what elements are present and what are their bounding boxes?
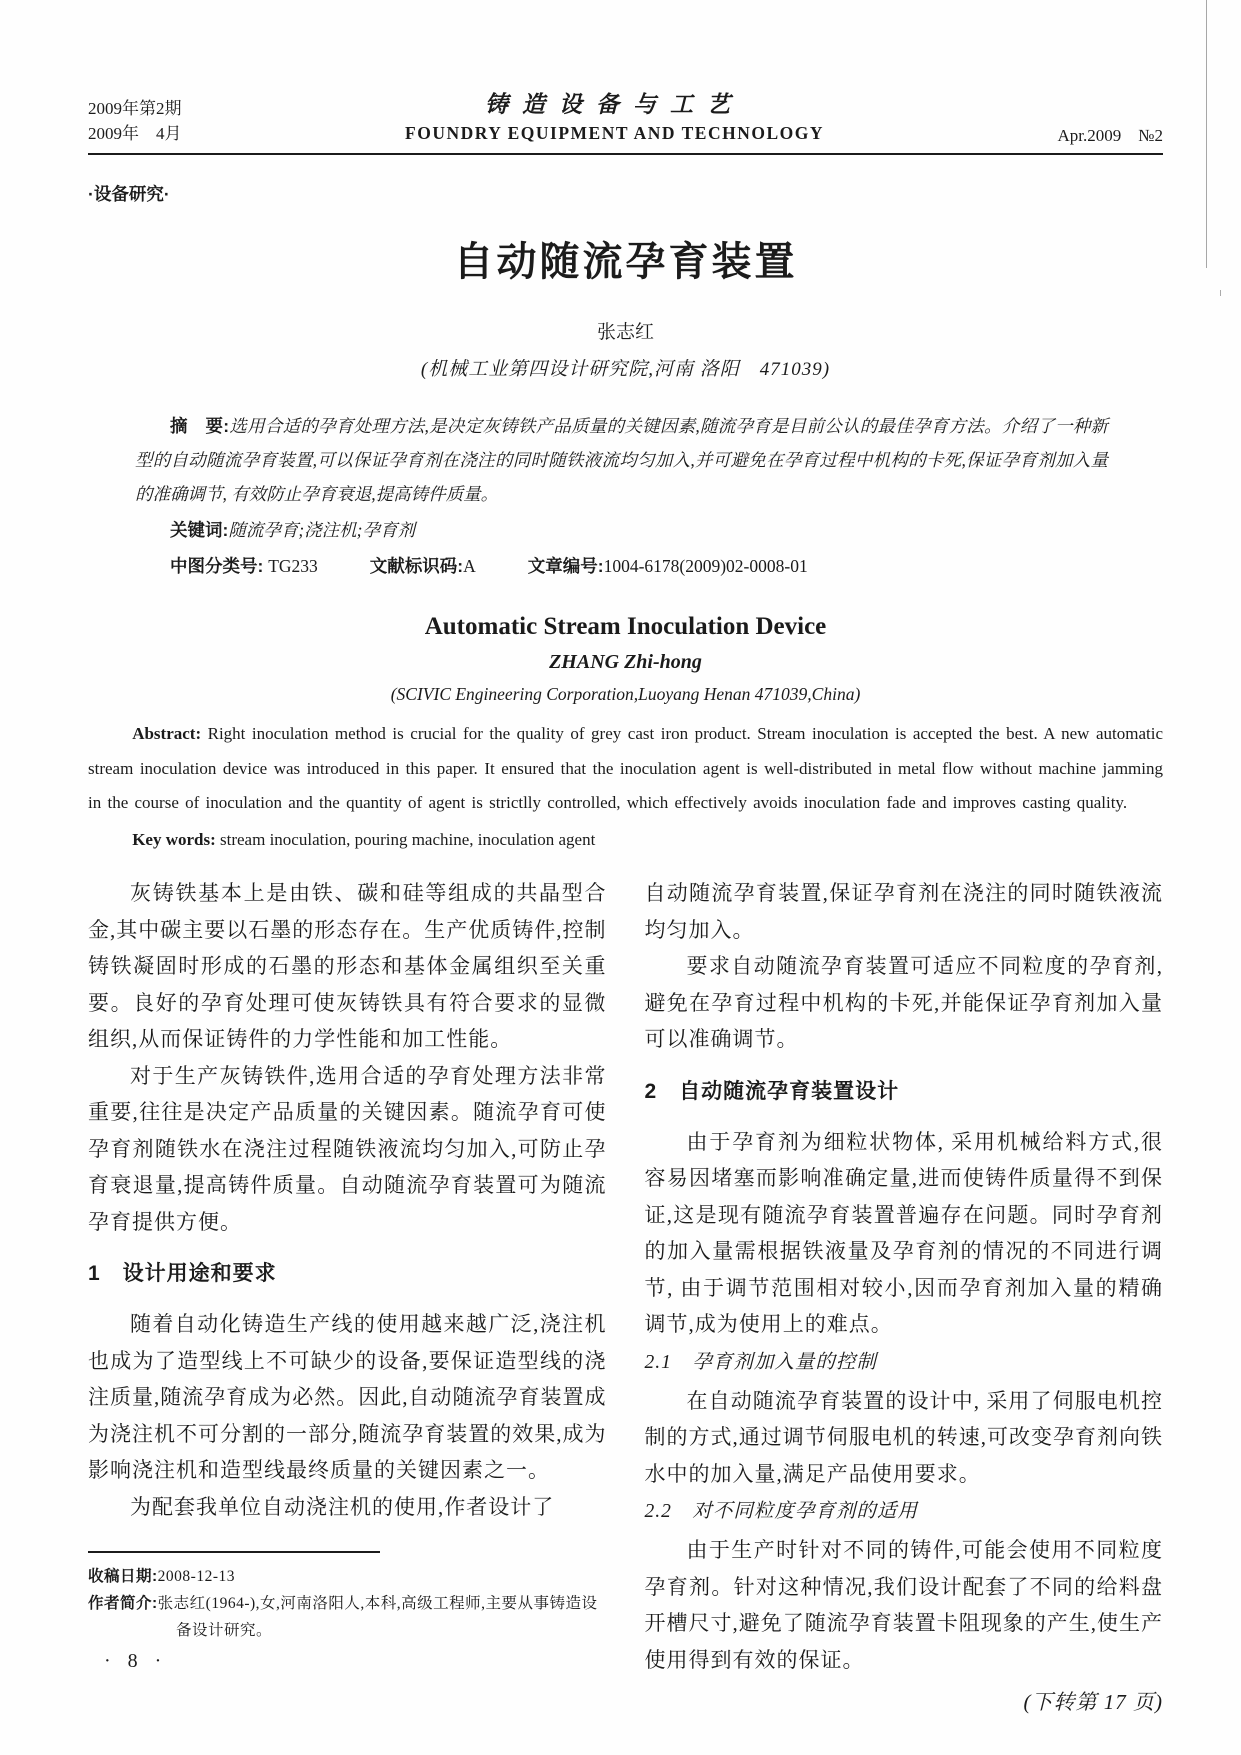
abstract-cn [135,409,1108,511]
journal-header [88,92,1163,146]
english-abstract-label: Abstract: [132,724,202,743]
scan-artifact-speck [1220,290,1221,296]
paragraph: 灰铸铁基本上是由铁、碳和硅等组成的共晶型合金,其中碳主要以石墨的形态存在。生产优质铸件,控制铸铁凝固时形成的石墨的形态和基体金属组织至关重要。良好的孕育处理可使灰铸铁具有符合要求的显微组织,从而保证铸件的力学性能和加工性能。 [88,881,607,1051]
body-columns [88,875,1163,1721]
footnote-rule [88,1551,380,1553]
received-date-line [88,1563,607,1590]
abstract-text: 选用合适的孕育处理方法,是决定灰铸铁产品质量的关键因素,随流孕育是目前公认的最佳孕育方法。介绍了一种新型的自动随流孕育装置,可以保证孕育剂在浇注的同时随铁液流均匀加入,并可避免在孕育过程中机构的卡死,保证孕育剂加入量的准确调节, 有效防止孕育衰退,提高铸件质量。 [135,416,1109,504]
journal-name-en: FOUNDRY EQUIPMENT AND TECHNOLOGY [405,123,824,143]
english-abstract [88,717,1163,821]
article-id-value: 1004-6178(2009)02-0008-01 [603,556,808,576]
issue-number: 2009年第2期 [88,99,182,118]
issue-info-cn [88,96,182,146]
article-affiliation: (机械工业第四设计研究院,河南 洛阳 471039) [420,359,831,380]
keywords-cn [135,513,1108,547]
section-heading-1: 1 设计用途和要求 [88,1262,277,1285]
author-bio-value: 张志红(1964-),女,河南洛阳人,本科,高级工程师,主要从事铸造设备设计研究。 [157,1595,598,1639]
paragraph: 对于生产灰铸铁件,选用合适的孕育处理方法非常重要,往往是决定产品质量的关键因素。随流孕育可使孕育剂随铁水在浇注过程随铁液流均匀加入,可防止孕育衰退量,提高铸件质量。自动随流孕育装置可为随流孕育提供方便。 [88,1063,607,1234]
article-title: 自动随流孕育装置 [453,240,798,284]
header-rule [88,153,1163,155]
subsection-heading-2-1: 2.1 孕育剂加入量的控制 [644,1351,877,1373]
journal-name-block [182,92,1048,146]
paragraph: 为配套我单位自动浇注机的使用,作者设计了 [130,1494,555,1519]
english-abstract-text: Right inoculation method is crucial for the quality of grey cast iron product. Stream inoculation is accepted the best. A new automatic stream inoculation device was introduced in this paper. It ensured that the inoculation agent is well-distributed in metal flow without machine jamming in the course of inoculation and the quantity of agent is strictlly controlled, which effectively avoids inoculation fade and improves casting quality. [88,724,1163,812]
keywords-text: 随流孕育;浇注机;孕育剂 [228,520,415,540]
continuation-note: (下转第 17 页) [1023,1690,1163,1714]
english-title: Automatic Stream Inoculation Device [424,613,827,640]
keywords-label: 关键词: [170,520,229,540]
subsection-heading-2-2: 2.2 对不同粒度孕育剂的适用 [644,1501,918,1522]
paragraph: 由于生产时针对不同的铸件,可能会使用不同粒度孕育剂。针对这种情况,我们设计配套了不同的给料盘开槽尺寸,避免了随流孕育装置卡阻现象的产生,使生产使用得到有效的保证。 [644,1538,1163,1672]
clc-line [135,549,1108,583]
author-bio-line [88,1590,607,1644]
article-id-label: 文章编号: [527,556,604,576]
received-date-value: 2008-12-13 [157,1568,235,1585]
doc-code-label: 文献标识码: [369,556,464,576]
chinese-meta-block [135,409,1108,583]
article-author: 张志红 [596,322,654,343]
english-keywords-text: stream inoculation, pouring machine, inoculation agent [220,829,596,849]
english-keywords-label: Key words: [132,829,216,849]
issue-date: 2009年 4月 [88,124,182,143]
paragraph: 随着自动化铸造生产线的使用越来越广泛,浇注机也成为了造型线上不可缺少的设备,要保证造型线的浇注质量,随流孕育成为必然。因此,自动随流孕育装置成为浇注机不可分割的一部分,随流孕育装置的效果,成为影响浇注机和造型线最终质量的关键因素之一。 [88,1312,607,1482]
clc-label: 中图分类号: [170,556,269,576]
issue-info-en: Apr.2009 №2 [1057,126,1163,145]
right-column [645,875,1164,1721]
english-author: ZHANG Zhi-hong [549,651,702,673]
english-keywords [88,823,1163,858]
abstract-label: 摘 要: [170,416,230,436]
paragraph: 在自动随流孕育装置的设计中, 采用了伺服电机控制的方式,通过调节伺服电机的转速,可改变孕育剂向铁水中的加入量,满足产品使用要求。 [644,1388,1163,1486]
paragraph: 要求自动随流孕育装置可适应不同粒度的孕育剂,避免在孕育过程中机构的卡死,并能保证孕育剂加入量可以准确调节。 [644,954,1163,1051]
section-label: ·设备研究· [88,184,170,204]
page-number: · 8 · [104,1650,168,1672]
scan-artifact-line [1206,0,1208,268]
paragraph: 由于孕育剂为细粒状物体, 采用机械给料方式,很容易因堵塞而影响准确定量,进而使铸件质量得不到保证,这是现有随流孕育装置普遍存在问题。同时孕育剂的加入量需根据铁液量及孕育剂的情况的不同进行调节, 由于调节范围相对较小,因而孕育剂加入量的精确调节,成为使用上的难点。 [644,1129,1163,1336]
english-affiliation: (SCIVIC Engineering Corporation,Luoyang Henan 471039,China) [390,684,861,704]
left-column [88,875,607,1721]
author-bio-label: 作者简介: [88,1595,158,1612]
section-heading-2: 2 自动随流孕育装置设计 [644,1079,900,1103]
paragraph-continued: 自动随流孕育装置,保证孕育剂在浇注的同时随铁液流均匀加入。 [644,881,1163,942]
received-date-label: 收稿日期: [88,1568,158,1585]
journal-name-cn: 铸造设备与工艺 [485,92,744,117]
doc-code-value: A [463,556,476,576]
clc-value: TG233 [268,556,318,576]
footnote-block [88,1551,607,1644]
